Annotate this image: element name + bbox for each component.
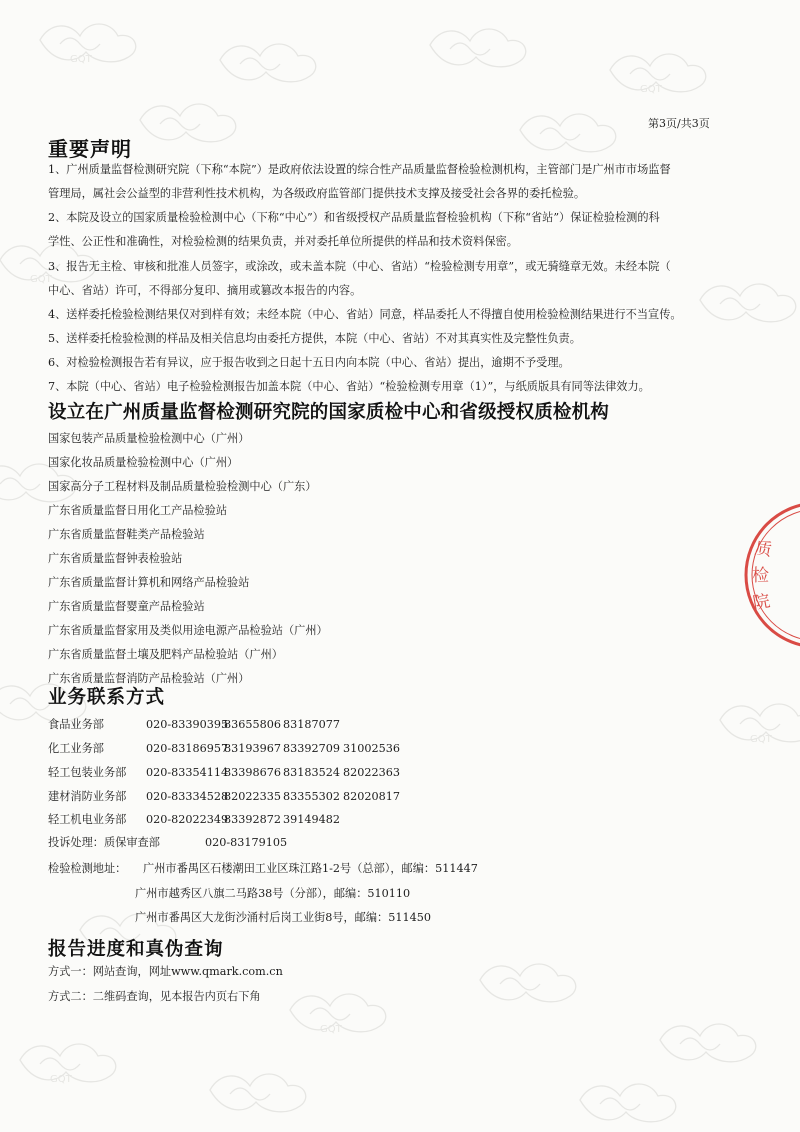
cloud-swirl (290, 994, 386, 1032)
department-phone: 83392709 (283, 742, 340, 755)
cloud-swirl (450, 43, 490, 55)
watermark-logo-text: GQT (50, 1074, 72, 1085)
department-phone: 83398676 (224, 766, 281, 779)
verification-method-qrcode: 方式二：二维码查询，见本报告内页右下角 (48, 990, 261, 1003)
declaration-line: 4、送样委托检验检测结果仅对到样有效；未经本院（中心、省站）同意，样品委托人不得擅自使用检验检测结果进行不当宣传。 (48, 308, 682, 321)
verification-method-website: 方式一：网站查询，网址www.qmark.com.cn (48, 965, 283, 978)
department-phone: 82022335 (224, 790, 281, 803)
department-phone: 83655806 (224, 718, 281, 731)
cloud-swirl (10, 698, 50, 710)
cloud-swirl (500, 978, 540, 990)
cloud-swirl (230, 1088, 270, 1100)
watermark-logo-text: GQT (750, 734, 772, 745)
department-phone: 020-83354114 (146, 766, 229, 779)
complaint-phone: 020-83179105 (205, 836, 288, 849)
contacts-title: 业务联系方式 (48, 687, 166, 708)
department-phone: 39149482 (283, 813, 340, 826)
watermark-logo-text: GQT (640, 84, 662, 95)
declaration-line: 学性、公正性和准确性，对检验检测的结果负责，并对委托单位所提供的样品和技术资料保密。 (48, 235, 518, 248)
address-line: 广州市番禺区石楼潮田工业区珠江路1-2号（总部），邮编：511447 (143, 862, 478, 875)
institution-item: 广东省质量监督土壤及肥料产品检验站（广州） (48, 648, 283, 661)
department-phone: 31002536 (343, 742, 400, 755)
page-number: 第3页/共3页 (648, 117, 710, 130)
declaration-line: 5、送样委托检验检测的样品及相关信息均由委托方提供，本院（中心、省站）不对其真实性及完整性负责。 (48, 332, 581, 345)
department-name: 建材消防业务部 (48, 790, 127, 803)
cloud-swirl (630, 68, 670, 80)
institution-item: 广东省质量监督消防产品检验站（广州） (48, 672, 250, 685)
cloud-swirl (520, 114, 616, 152)
department-phone: 82022363 (343, 766, 400, 779)
cloud-swirl (720, 704, 800, 742)
institution-item: 广东省质量监督鞋类产品检验站 (48, 528, 205, 541)
svg-text:院: 院 (751, 591, 772, 614)
declaration-title: 重要声明 (48, 137, 132, 161)
cloud-swirl (600, 1098, 640, 1110)
watermark-logo-text: GQT (70, 54, 92, 65)
declaration-line: 管理局，属社会公益型的非营利性技术机构，为各级政府监管部门提供技术支撑及接受社会各界的委托检验。 (48, 187, 586, 200)
cloud-swirl (140, 104, 236, 142)
address-line: 广州市越秀区八旗二马路38号（分部），邮编：510110 (135, 887, 411, 900)
institution-item: 广东省质量监督计算机和网络产品检验站 (48, 576, 250, 589)
department-phone: 83183524 (283, 766, 340, 779)
cloud-swirl (610, 54, 706, 92)
watermark-logo-text: GQT (320, 1024, 342, 1035)
cloud-swirl (720, 298, 760, 310)
institution-item: 广东省质量监督婴童产品检验站 (48, 600, 205, 613)
cloud-swirl (540, 128, 580, 140)
verification-title: 报告进度和真伪查询 (48, 939, 224, 960)
cloud-swirl (310, 1008, 350, 1020)
institution-item: 国家高分子工程材料及制品质量检验检测中心（广东） (48, 480, 317, 493)
cloud-swirl (40, 1058, 80, 1070)
institution-item: 广东省质量监督家用及类似用途电源产品检验站（广州） (48, 624, 328, 637)
cloud-swirl (220, 44, 316, 82)
address-line: 广州市番禺区大龙街沙涌村后岗工业街8号，邮编：511450 (135, 911, 431, 924)
department-phone: 020-82022349 (146, 813, 229, 826)
cloud-swirl (700, 284, 796, 322)
cloud-swirl (660, 1024, 756, 1062)
department-phone: 020-83186957 (146, 742, 229, 755)
cloud-swirl (430, 29, 526, 67)
cloud-swirl (0, 478, 40, 490)
department-phone: 83187077 (283, 718, 340, 731)
department-phone: 020-83334528 (146, 790, 229, 803)
red-seal-stamp (740, 495, 800, 655)
department-name: 轻工机电业务部 (48, 813, 127, 826)
institution-item: 广东省质量监督日用化工产品检验站 (48, 504, 228, 517)
cloud-swirl (480, 964, 576, 1002)
address-label: 检验检测地址： (48, 862, 127, 875)
institutions-title: 设立在广州质量监督检测研究院的国家质检中心和省级授权质检机构 (48, 402, 610, 423)
department-phone: 83392872 (224, 813, 281, 826)
cloud-swirl (580, 1084, 676, 1122)
cloud-swirl (740, 718, 780, 730)
declaration-line: 7、本院（中心、省站）电子检验检测报告加盖本院（中心、省站）“检验检测专用章（1）”，与纸质版具有同等法律效力。 (48, 380, 650, 393)
institution-item: 国家化妆品质量检验检测中心（广州） (48, 456, 239, 469)
department-name: 轻工包装业务部 (48, 766, 127, 779)
cloud-swirl (60, 38, 100, 50)
declaration-line: 6、对检验检测报告若有异议，应于报告收到之日起十五日内向本院（中心、省站）提出，逾期不予受理。 (48, 356, 570, 369)
department-phone: 83193967 (224, 742, 281, 755)
cloud-swirl (20, 1044, 116, 1082)
institution-item: 国家包装产品质量检验检测中心（广州） (48, 432, 250, 445)
complaint-label: 投诉处理：质保审查部 (48, 836, 160, 849)
institution-item: 广东省质量监督钟表检验站 (48, 552, 183, 565)
declaration-line: 2、本院及设立的国家质量检验检测中心（下称“中心”）和省级授权产品质量监督检验机构（下称“省站”）保证检验检测的科 (48, 211, 660, 224)
cloud-swirl (160, 118, 200, 130)
watermark-logo-text: GQT (30, 274, 52, 285)
svg-text:质: 质 (753, 538, 774, 561)
declaration-line: 3、报告无主检、审核和批准人员签字，或涂改，或未盖本院（中心、省站）“检验检测专用章”，或无骑缝章无效。未经本院（ (48, 260, 671, 273)
declaration-line: 1、广州质量监督检测研究院（下称“本院”）是政府依法设置的综合性产品质量监督检验检测机构，主管部门是广州市市场监督 (48, 163, 671, 176)
department-phone: 82020817 (343, 790, 400, 803)
svg-text:检: 检 (752, 566, 769, 586)
cloud-swirl (680, 1038, 720, 1050)
department-phone: 020-83390395 (146, 718, 229, 731)
department-phone: 83355302 (283, 790, 340, 803)
department-name: 化工业务部 (48, 742, 104, 755)
declaration-line: 中心、省站）许可，不得部分复印、摘用或篡改本报告的内容。 (48, 284, 362, 297)
cloud-swirl (240, 58, 280, 70)
cloud-swirl (40, 24, 136, 62)
cloud-swirl (210, 1074, 306, 1112)
department-name: 食品业务部 (48, 718, 104, 731)
